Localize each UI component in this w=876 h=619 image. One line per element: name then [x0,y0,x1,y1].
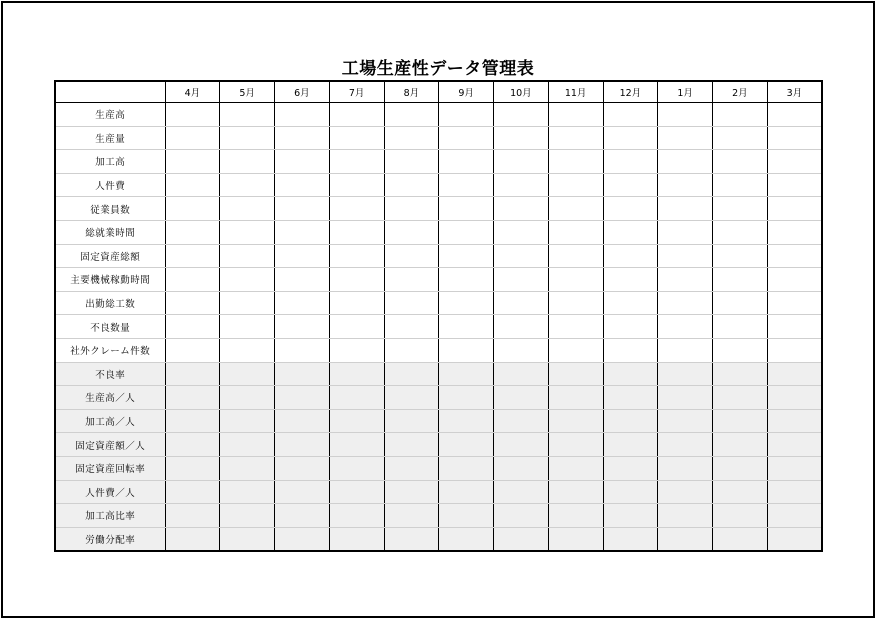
value-cell[interactable] [658,291,713,315]
value-cell[interactable] [384,433,439,457]
value-cell[interactable] [275,504,330,528]
value-cell[interactable] [439,291,494,315]
value-cell[interactable] [329,433,384,457]
value-cell[interactable] [165,150,220,174]
value-cell[interactable] [165,103,220,127]
value-cell[interactable] [658,338,713,362]
value-cell[interactable] [658,103,713,127]
value-cell[interactable] [767,456,822,480]
value-cell[interactable] [548,338,603,362]
value-cell[interactable] [494,291,549,315]
value-cell[interactable] [713,386,768,410]
value-cell[interactable] [658,173,713,197]
value-cell[interactable] [329,386,384,410]
value-cell[interactable] [439,103,494,127]
value-cell[interactable] [220,338,275,362]
table-row [55,338,822,362]
value-cell[interactable] [713,150,768,174]
value-cell[interactable] [275,409,330,433]
value-cell[interactable] [220,504,275,528]
row-label: 生産高／人 [55,386,165,410]
value-cell[interactable] [275,527,330,551]
value-cell[interactable] [767,409,822,433]
table-row [55,386,822,410]
value-cell[interactable] [384,504,439,528]
table-row [55,315,822,339]
value-cell[interactable] [439,197,494,221]
value-cell[interactable] [165,433,220,457]
value-cell[interactable] [329,268,384,292]
corner-cell [55,81,165,103]
value-cell[interactable] [329,173,384,197]
value-cell[interactable] [220,173,275,197]
value-cell[interactable] [494,103,549,127]
value-cell[interactable] [439,527,494,551]
table-row [55,291,822,315]
row-label: 不良数量 [55,315,165,339]
value-cell[interactable] [220,315,275,339]
value-cell[interactable] [220,126,275,150]
value-cell[interactable] [767,433,822,457]
value-cell[interactable] [494,362,549,386]
row-label: 人件費 [55,173,165,197]
value-cell[interactable] [658,480,713,504]
value-cell[interactable] [329,291,384,315]
value-cell[interactable] [713,480,768,504]
value-cell[interactable] [658,362,713,386]
value-cell[interactable] [220,244,275,268]
value-cell[interactable] [767,386,822,410]
month-header: 3月 [767,81,822,103]
value-cell[interactable] [384,362,439,386]
month-header: 2月 [713,81,768,103]
value-cell[interactable] [713,338,768,362]
value-cell[interactable] [329,103,384,127]
value-cell[interactable] [548,103,603,127]
value-cell[interactable] [165,173,220,197]
value-cell[interactable] [658,197,713,221]
value-cell[interactable] [220,103,275,127]
value-cell[interactable] [329,527,384,551]
value-cell[interactable] [329,456,384,480]
value-cell[interactable] [439,456,494,480]
table-row [55,409,822,433]
row-label: 加工高 [55,150,165,174]
value-cell[interactable] [439,433,494,457]
sheet-title: 工場生産性データ管理表 [341,59,535,79]
value-cell[interactable] [220,527,275,551]
row-label: 総就業時間 [55,220,165,244]
value-cell[interactable] [329,480,384,504]
value-cell[interactable] [603,220,658,244]
value-cell[interactable] [275,150,330,174]
value-cell[interactable] [603,315,658,339]
value-cell[interactable] [603,197,658,221]
value-cell[interactable] [767,268,822,292]
value-cell[interactable] [603,103,658,127]
value-cell[interactable] [494,173,549,197]
table-row [55,527,822,551]
month-header: 9月 [439,81,494,103]
value-cell[interactable] [494,268,549,292]
value-cell[interactable] [220,433,275,457]
value-cell[interactable] [275,386,330,410]
row-label: 固定資産額／人 [55,433,165,457]
value-cell[interactable] [548,197,603,221]
value-cell[interactable] [713,220,768,244]
value-cell[interactable] [713,197,768,221]
value-cell[interactable] [767,315,822,339]
table-row [55,150,822,174]
value-cell[interactable] [767,504,822,528]
value-cell[interactable] [165,409,220,433]
value-cell[interactable] [165,456,220,480]
value-cell[interactable] [658,386,713,410]
value-cell[interactable] [165,362,220,386]
value-cell[interactable] [494,504,549,528]
value-cell[interactable] [220,362,275,386]
month-header: 6月 [275,81,330,103]
value-cell[interactable] [603,362,658,386]
value-cell[interactable] [713,173,768,197]
value-cell[interactable] [713,268,768,292]
value-cell[interactable] [658,433,713,457]
value-cell[interactable] [275,456,330,480]
value-cell[interactable] [439,220,494,244]
value-cell[interactable] [439,126,494,150]
value-cell[interactable] [329,504,384,528]
value-cell[interactable] [165,480,220,504]
value-cell[interactable] [439,173,494,197]
value-cell[interactable] [329,126,384,150]
value-cell[interactable] [275,433,330,457]
value-cell[interactable] [767,527,822,551]
value-cell[interactable] [713,456,768,480]
table-row [55,197,822,221]
value-cell[interactable] [548,291,603,315]
month-header: 12月 [603,81,658,103]
value-cell[interactable] [603,150,658,174]
value-cell[interactable] [384,197,439,221]
value-cell[interactable] [220,268,275,292]
value-cell[interactable] [384,244,439,268]
value-cell[interactable] [603,126,658,150]
value-cell[interactable] [603,480,658,504]
value-cell[interactable] [329,409,384,433]
row-label: 不良率 [55,362,165,386]
value-cell[interactable] [713,244,768,268]
value-cell[interactable] [384,173,439,197]
table-row [55,126,822,150]
value-cell[interactable] [220,291,275,315]
value-cell[interactable] [658,315,713,339]
value-cell[interactable] [329,244,384,268]
value-cell[interactable] [548,527,603,551]
table-row [55,456,822,480]
value-cell[interactable] [494,338,549,362]
row-label: 加工高比率 [55,504,165,528]
value-cell[interactable] [548,504,603,528]
value-cell[interactable] [658,220,713,244]
value-cell[interactable] [658,504,713,528]
table-row [55,244,822,268]
value-cell[interactable] [165,220,220,244]
value-cell[interactable] [220,150,275,174]
value-cell[interactable] [384,480,439,504]
value-cell[interactable] [767,126,822,150]
row-label: 社外クレーム件数 [55,338,165,362]
value-cell[interactable] [658,527,713,551]
value-cell[interactable] [658,409,713,433]
value-cell[interactable] [165,315,220,339]
value-cell[interactable] [329,220,384,244]
value-cell[interactable] [494,126,549,150]
value-cell[interactable] [603,173,658,197]
value-cell[interactable] [767,244,822,268]
value-cell[interactable] [275,362,330,386]
value-cell[interactable] [384,150,439,174]
value-cell[interactable] [220,197,275,221]
value-cell[interactable] [384,386,439,410]
value-cell[interactable] [384,126,439,150]
value-cell[interactable] [165,504,220,528]
value-cell[interactable] [384,103,439,127]
row-label: 人件費／人 [55,480,165,504]
value-cell[interactable] [165,291,220,315]
value-cell[interactable] [767,338,822,362]
value-cell[interactable] [603,244,658,268]
value-cell[interactable] [329,362,384,386]
row-label: 生産高 [55,103,165,127]
value-cell[interactable] [384,220,439,244]
row-label: 出勤総工数 [55,291,165,315]
value-cell[interactable] [165,527,220,551]
value-cell[interactable] [220,409,275,433]
value-cell[interactable] [767,150,822,174]
month-header: 8月 [384,81,439,103]
row-label: 加工高／人 [55,409,165,433]
value-cell[interactable] [658,456,713,480]
value-cell[interactable] [220,456,275,480]
productivity-table [54,80,823,552]
value-cell[interactable] [165,244,220,268]
value-cell[interactable] [165,338,220,362]
value-cell[interactable] [494,197,549,221]
value-cell[interactable] [439,480,494,504]
value-cell[interactable] [275,338,330,362]
value-cell[interactable] [384,268,439,292]
value-cell[interactable] [603,338,658,362]
value-cell[interactable] [713,126,768,150]
value-cell[interactable] [439,315,494,339]
value-cell[interactable] [658,150,713,174]
value-cell[interactable] [494,456,549,480]
month-header: 1月 [658,81,713,103]
value-cell[interactable] [384,456,439,480]
value-cell[interactable] [494,433,549,457]
value-cell[interactable] [767,220,822,244]
value-cell[interactable] [384,527,439,551]
table-row [55,504,822,528]
table-row [55,220,822,244]
value-cell[interactable] [494,409,549,433]
row-label: 従業員数 [55,197,165,221]
value-cell[interactable] [329,150,384,174]
value-cell[interactable] [494,527,549,551]
value-cell[interactable] [275,244,330,268]
value-cell[interactable] [658,244,713,268]
value-cell[interactable] [494,315,549,339]
value-cell[interactable] [275,291,330,315]
value-cell[interactable] [548,220,603,244]
value-cell[interactable] [767,480,822,504]
value-cell[interactable] [384,315,439,339]
value-cell[interactable] [220,386,275,410]
value-cell[interactable] [439,150,494,174]
value-cell[interactable] [713,409,768,433]
row-label: 生産量 [55,126,165,150]
value-cell[interactable] [767,197,822,221]
value-cell[interactable] [767,103,822,127]
value-cell[interactable] [713,362,768,386]
value-cell[interactable] [548,150,603,174]
value-cell[interactable] [439,268,494,292]
value-cell[interactable] [603,527,658,551]
value-cell[interactable] [494,480,549,504]
value-cell[interactable] [165,126,220,150]
value-cell[interactable] [603,268,658,292]
table-row [55,433,822,457]
value-cell[interactable] [548,126,603,150]
value-cell[interactable] [275,173,330,197]
row-label: 主要機械稼動時間 [55,268,165,292]
value-cell[interactable] [713,291,768,315]
value-cell[interactable] [384,338,439,362]
value-cell[interactable] [603,504,658,528]
table-row [55,103,822,127]
value-cell[interactable] [220,480,275,504]
value-cell[interactable] [275,268,330,292]
value-cell[interactable] [275,197,330,221]
table-row [55,268,822,292]
value-cell[interactable] [439,386,494,410]
value-cell[interactable] [548,480,603,504]
value-cell[interactable] [767,173,822,197]
month-header: 5月 [220,81,275,103]
value-cell[interactable] [439,338,494,362]
value-cell[interactable] [548,433,603,457]
value-cell[interactable] [603,409,658,433]
value-cell[interactable] [713,504,768,528]
value-cell[interactable] [220,220,275,244]
value-cell[interactable] [713,433,768,457]
value-cell[interactable] [603,456,658,480]
value-cell[interactable] [767,291,822,315]
value-cell[interactable] [494,244,549,268]
row-label: 固定資産回転率 [55,456,165,480]
value-cell[interactable] [165,386,220,410]
value-cell[interactable] [275,126,330,150]
table-row [55,173,822,197]
row-label: 固定資産総額 [55,244,165,268]
month-header: 7月 [329,81,384,103]
value-cell[interactable] [275,220,330,244]
value-cell[interactable] [658,268,713,292]
table-body [55,103,822,552]
value-cell[interactable] [548,268,603,292]
table-row [55,480,822,504]
value-cell[interactable] [329,315,384,339]
value-cell[interactable] [494,220,549,244]
value-cell[interactable] [713,103,768,127]
value-cell[interactable] [548,315,603,339]
value-cell[interactable] [548,244,603,268]
value-cell[interactable] [165,268,220,292]
row-label: 労働分配率 [55,527,165,551]
value-cell[interactable] [603,433,658,457]
header-row [55,81,822,103]
value-cell[interactable] [275,103,330,127]
month-header: 4月 [165,81,220,103]
month-header: 11月 [548,81,603,103]
value-cell[interactable] [439,244,494,268]
value-cell[interactable] [494,150,549,174]
value-cell[interactable] [548,409,603,433]
value-cell[interactable] [548,362,603,386]
value-cell[interactable] [548,456,603,480]
value-cell[interactable] [548,386,603,410]
value-cell[interactable] [329,197,384,221]
value-cell[interactable] [767,362,822,386]
month-header: 10月 [494,81,549,103]
value-cell[interactable] [603,386,658,410]
value-cell[interactable] [439,362,494,386]
value-cell[interactable] [275,315,330,339]
value-cell[interactable] [384,291,439,315]
value-cell[interactable] [494,386,549,410]
value-cell[interactable] [658,126,713,150]
value-cell[interactable] [713,527,768,551]
value-cell[interactable] [439,409,494,433]
table-row [55,362,822,386]
value-cell[interactable] [603,291,658,315]
value-cell[interactable] [713,315,768,339]
value-cell[interactable] [384,409,439,433]
value-cell[interactable] [329,338,384,362]
value-cell[interactable] [275,480,330,504]
value-cell[interactable] [165,197,220,221]
value-cell[interactable] [548,173,603,197]
value-cell[interactable] [439,504,494,528]
